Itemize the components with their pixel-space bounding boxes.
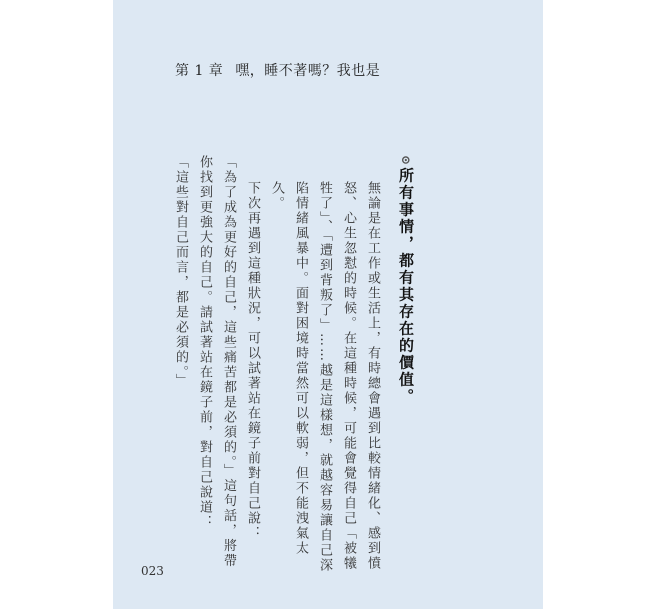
book-page [113, 0, 543, 609]
chapter-header [175, 60, 380, 80]
section-heading-text: 所有事情，都有其存在的價值。 [397, 167, 415, 406]
paragraph-2: 下次再遇到這種狀況，可以試著站在鏡子前對自己說： [245, 181, 260, 541]
quote-2: 「這些對自己而言，都是必須的。」 [173, 155, 188, 389]
vertical-body-text [173, 155, 418, 575]
section-heading [394, 155, 418, 575]
chapter-label: 第 1 章 [175, 63, 224, 79]
chapter-title: 嘿，睡不著嗎？我也是 [235, 63, 381, 79]
bullet-icon: ⊙ [399, 155, 413, 168]
paragraph-1: 無論是在工作或生活上，有時總會遇到比較情緒化、感到憤怒、心生忽懟的時候。在這種時候，可能會覺得自己「被犧牲了」、「遭到背叛了」……越是這樣想，就越容易讓自己深陷情緒風暴中。面對困境時當然可以軟弱，但不能洩氣太久。 [269, 181, 380, 573]
quote-1: 「為了成為更好的自己，這些痛苦都是必須的。」這句話，將帶你找到更強大的自己。請試著站在鏡子前，對自己說道： [197, 155, 236, 569]
page-number: 023 [141, 564, 164, 578]
